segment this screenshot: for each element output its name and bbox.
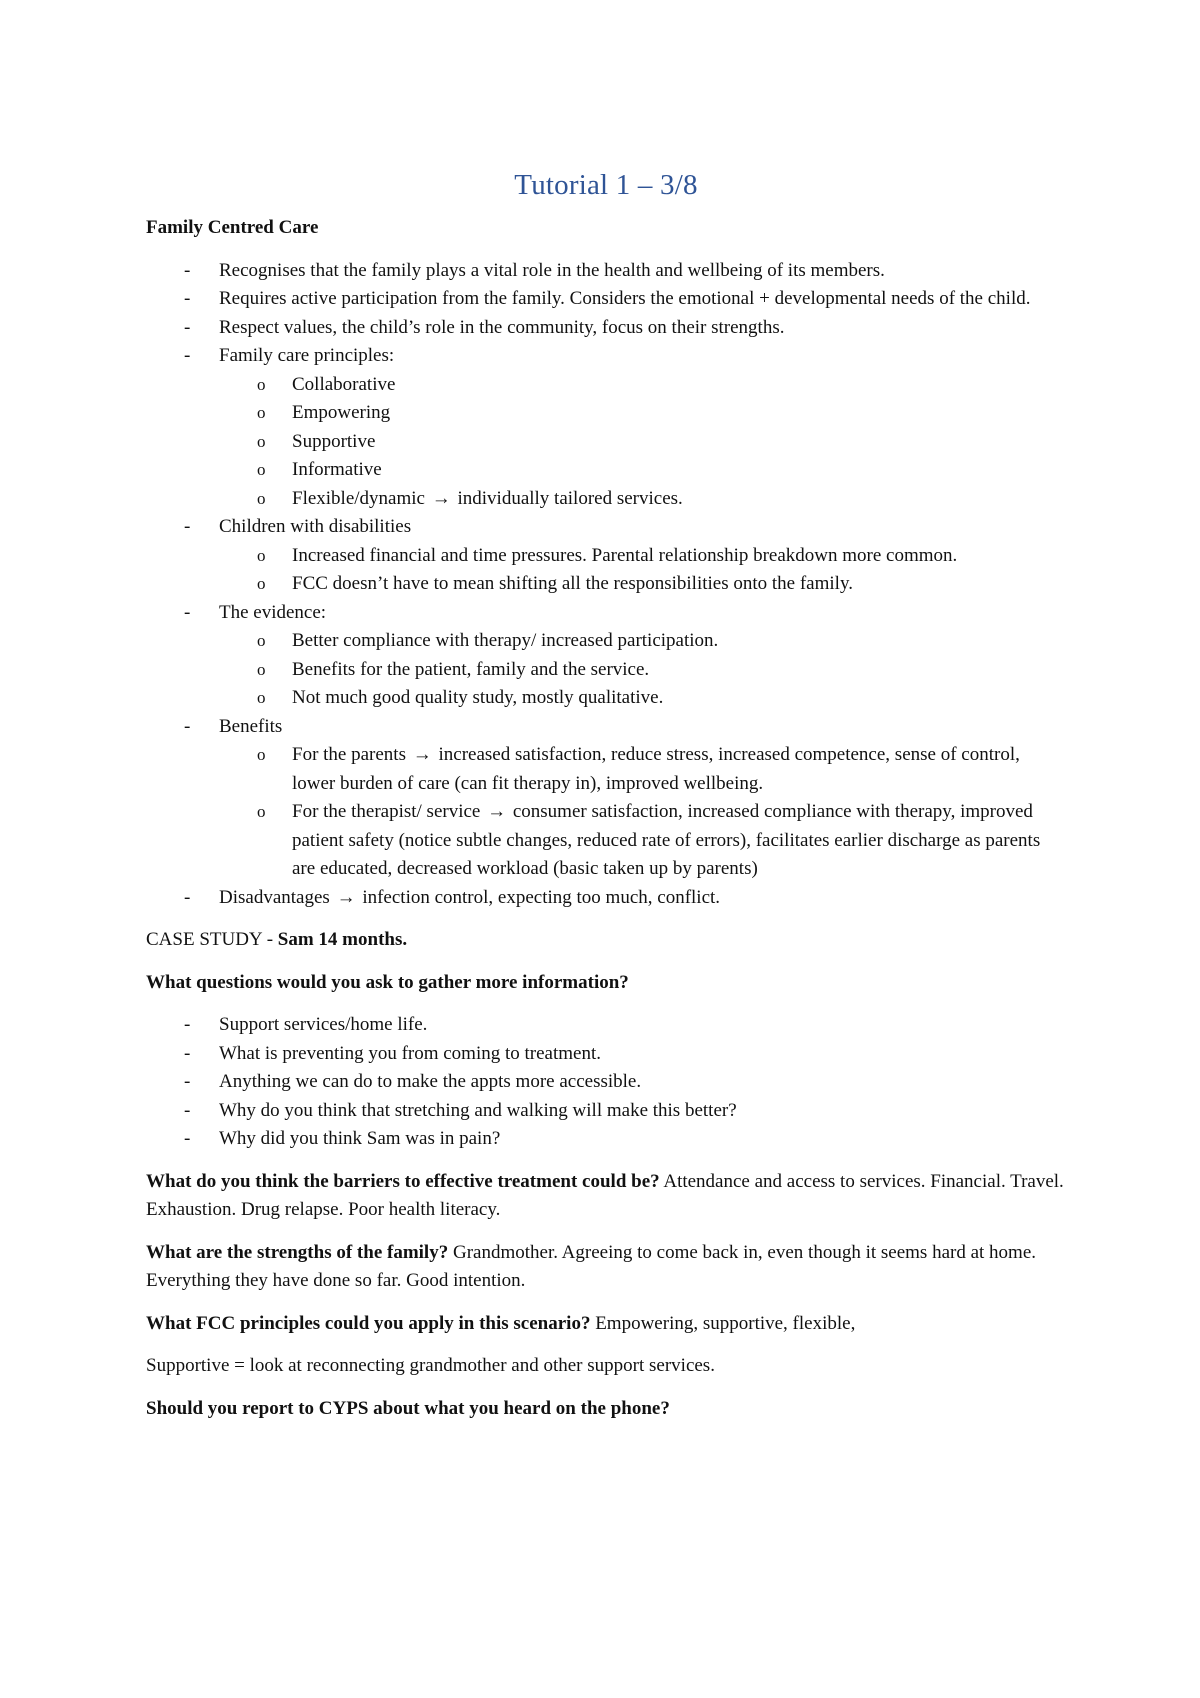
- sublist-item-text: individually tailored services.: [457, 487, 683, 509]
- case-study-name: Sam 14 months.: [277, 929, 408, 950]
- list-item: [146, 713, 1066, 884]
- dash-bullet: -: [184, 601, 191, 623]
- sublist-item-text: Increased financial and time pressures. Parental relationship breakdown more common.: [292, 544, 958, 566]
- question-4: What FCC principles could you apply in this scenario?: [146, 1312, 591, 1334]
- sublist-item-text: Not much good quality study, mostly qualitative.: [292, 687, 664, 708]
- sublist-item: [219, 656, 1066, 685]
- question-2: What do you think the barriers to effective treatment could be?: [146, 1170, 660, 1192]
- circle-bullet: o: [257, 488, 266, 508]
- arrow-right-icon: →: [412, 744, 432, 765]
- list-item: [146, 1125, 1066, 1154]
- list-item-text: Recognises that the family plays a vital role in the health and wellbeing of its members.: [219, 259, 885, 281]
- dash-bullet: -: [184, 516, 191, 537]
- list-item-text: Benefits: [219, 715, 283, 737]
- arrow-right-icon: →: [336, 886, 356, 908]
- circle-bullet: o: [257, 688, 266, 707]
- circle-bullet: o: [257, 659, 266, 679]
- strengths-paragraph: [146, 1239, 1066, 1296]
- arrow-right-icon: →: [487, 801, 507, 822]
- benefits-sublist: [219, 741, 1066, 884]
- sublist-item-text: Informative: [292, 459, 382, 480]
- dash-bullet: -: [184, 259, 191, 281]
- list-item-text: infection control, expecting too much, conflict.: [362, 886, 721, 908]
- list-item-text: Family care principles:: [219, 345, 395, 366]
- sublist-item: [219, 399, 1066, 428]
- answer-4: Empowering, supportive, flexible,: [595, 1312, 856, 1334]
- page-title: Tutorial 1 – 3/8: [514, 169, 698, 201]
- list-item: [146, 1097, 1066, 1126]
- list-item: [146, 285, 1066, 314]
- dash-bullet: -: [184, 715, 191, 737]
- sublist-item: [219, 627, 1066, 656]
- dash-bullet: -: [184, 1099, 191, 1121]
- list-item: [146, 257, 1066, 286]
- question-3: What are the strengths of the family?: [146, 1241, 449, 1263]
- sublist-item: [219, 428, 1066, 457]
- dash-bullet: -: [184, 345, 191, 366]
- list-item-text: Why did you think Sam was in pain?: [219, 1128, 501, 1149]
- list-item: [146, 599, 1066, 713]
- fcc-list: [146, 257, 1066, 913]
- sublist-item: [219, 684, 1066, 713]
- circle-bullet: o: [257, 403, 266, 422]
- evidence-sublist: [219, 627, 1066, 713]
- sublist-item-text: Collaborative: [292, 373, 396, 395]
- sublist-item-text: Benefits for the patient, family and the service.: [292, 658, 650, 680]
- principles-paragraph: [146, 1310, 1066, 1339]
- sublist-item-text: Supportive: [292, 430, 376, 452]
- question-1: What questions would you ask to gather more information?: [146, 971, 629, 993]
- list-item-text: Support services/home life.: [219, 1014, 428, 1035]
- document-body: [146, 168, 1066, 1437]
- list-item: [146, 513, 1066, 599]
- list-item-text: Anything we can do to make the appts more accessible.: [219, 1071, 642, 1092]
- list-item-text: The evidence:: [219, 601, 327, 623]
- list-item: [146, 342, 1066, 513]
- sublist-item-text: consumer satisfaction, increased compliance with therapy, improved patient safety (notice subtle changes, reduced rate of errors), facilitates earlier discharge as parents are educated, decreased workload (basic taken up by parents): [292, 801, 1041, 879]
- list-item-text: Respect values, the child’s role in the community, focus on their strengths.: [219, 316, 785, 338]
- list-item-text: Why do you think that stretching and walking will make this better?: [219, 1099, 737, 1121]
- circle-bullet: o: [257, 545, 266, 565]
- circle-bullet: o: [257, 574, 266, 593]
- dash-bullet: -: [184, 288, 191, 309]
- dash-bullet: -: [184, 1128, 191, 1149]
- supportive-note: Supportive = look at reconnecting grandmother and other support services.: [146, 1355, 715, 1376]
- sublist-item-text: Better compliance with therapy/ increased participation.: [292, 630, 719, 651]
- sublist-item-text: For the parents: [292, 744, 406, 765]
- sublist-item-text: For the therapist/ service: [292, 801, 481, 822]
- circle-bullet: o: [257, 631, 266, 650]
- sublist-item-text: Empowering: [292, 402, 391, 423]
- circle-bullet: o: [257, 802, 266, 821]
- principles-sublist: [219, 371, 1066, 514]
- arrow-right-icon: →: [431, 487, 451, 509]
- dash-bullet: -: [184, 316, 191, 338]
- list-item: [146, 314, 1066, 343]
- circle-bullet: o: [257, 460, 266, 479]
- answer-3: Grandmother. Agreeing to come back in, even though it seems hard at home. Everything they have done so far. Good intention.: [146, 1241, 1037, 1291]
- dash-bullet: -: [184, 1071, 191, 1092]
- sublist-item: [219, 741, 1066, 798]
- sublist-item: [219, 485, 1066, 514]
- answer-2: Attendance and access to services. Financial. Travel. Exhaustion. Drug relapse. Poor health literacy.: [146, 1170, 1064, 1220]
- list-item: [146, 1011, 1066, 1040]
- sublist-item: [219, 542, 1066, 571]
- list-item-text: Children with disabilities: [219, 516, 412, 537]
- sublist-item: [219, 456, 1066, 485]
- dash-bullet: -: [184, 1042, 191, 1064]
- list-item: [146, 1040, 1066, 1069]
- sublist-item: [219, 371, 1066, 400]
- questions-list: [146, 1011, 1066, 1154]
- list-item: [146, 1068, 1066, 1097]
- sublist-item: [219, 798, 1066, 884]
- circle-bullet: o: [257, 745, 266, 764]
- sublist-item-text: Flexible/dynamic: [292, 487, 425, 509]
- barriers-paragraph: [146, 1168, 1066, 1225]
- case-study-label: CASE STUDY -: [146, 929, 274, 950]
- list-item-text: What is preventing you from coming to treatment.: [219, 1042, 602, 1064]
- sublist-item: [219, 570, 1066, 599]
- circle-bullet: o: [257, 431, 266, 451]
- question-5: Should you report to CYPS about what you heard on the phone?: [146, 1397, 670, 1419]
- list-item-text: Disadvantages: [219, 886, 330, 908]
- list-item: [146, 884, 1066, 913]
- list-item-text: Requires active participation from the family. Considers the emotional + developmental needs of the child.: [219, 288, 1031, 309]
- fcc-heading: Family Centred Care: [146, 217, 319, 238]
- disabilities-sublist: [219, 542, 1066, 599]
- circle-bullet: o: [257, 374, 266, 394]
- sublist-item-text: FCC doesn’t have to mean shifting all the responsibilities onto the family.: [292, 573, 853, 594]
- dash-bullet: -: [184, 886, 191, 908]
- case-study-heading: [146, 926, 1066, 955]
- sublist-item-text: increased satisfaction, reduce stress, increased competence, sense of control, lower burden of care (can fit therapy in), improved wellbeing.: [292, 744, 1020, 794]
- dash-bullet: -: [184, 1014, 191, 1035]
